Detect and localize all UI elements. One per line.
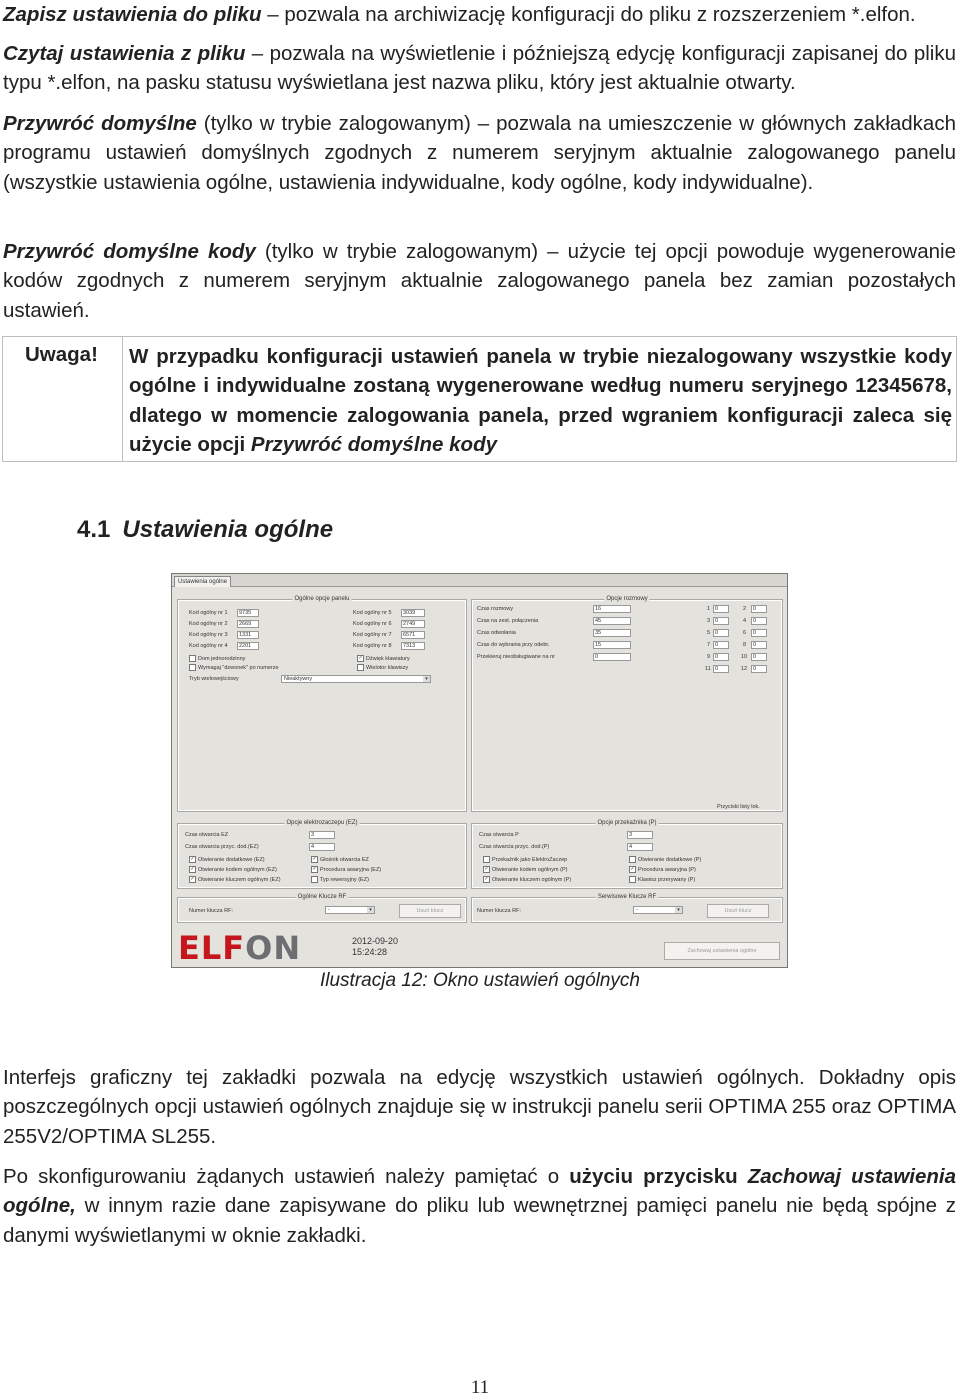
tab-bar <box>172 574 787 587</box>
checkmark-icon: ✓ <box>312 856 317 862</box>
pair-input[interactable]: 0 <box>751 641 767 649</box>
talk-label: Przekieruj nieobsługiwane na nr <box>477 654 555 660</box>
code-input[interactable]: 7313 <box>401 642 425 650</box>
talk-label: Czas rozmowy <box>477 606 514 612</box>
pair-label: 4 <box>743 618 747 624</box>
group-electric-strike <box>178 820 466 888</box>
checkbox-relay-key[interactable] <box>483 876 571 883</box>
rf-key-label: Numer klucza RF: <box>189 908 234 914</box>
warning-label: Uwaga! <box>3 337 123 461</box>
checkbox-box-icon <box>311 876 318 883</box>
group-title: Serwisowe Klucze RF <box>597 894 657 900</box>
code-label: Kod ogólny nr 7 <box>353 632 392 638</box>
rf-key-label: Numer klucza RF: <box>477 908 522 914</box>
pair-label: 7 <box>707 642 711 648</box>
code-label: Kod ogólny nr 4 <box>189 643 228 649</box>
pair-label: 2 <box>743 606 747 612</box>
paragraph-restore-codes <box>3 237 956 325</box>
save-general-settings-button[interactable]: Zachowaj ustawienia ogólne <box>664 942 780 960</box>
pair-label: 5 <box>707 630 711 636</box>
desc-restore-defaults: (tylko w trybie zalogowanym) – pozwala na umieszczenie w głównych zakładkach programu ustawień domyślnych zgodnych z numerem seryjnym aktualnie zalogowanego panelu (wszystkie ustawienia ogólne, ustawienia indywidualne, kody ogólne, kody indywidualne). <box>3 112 956 194</box>
checkbox-label: Procedura awaryjna (EZ) <box>320 866 382 873</box>
relay-input[interactable]: 3 <box>627 831 653 839</box>
reminder-rest: w innym razie dane zapisywane do pliku lub wewnętrznej pamięci panelu nie będą spójne z danymi wyświetlanymi w oknie zakładki. <box>3 1194 956 1247</box>
code-label: Kod ogólny nr 5 <box>353 610 392 616</box>
warning-note <box>2 336 957 462</box>
checkbox-label: Typ rewersyjny (EZ) <box>320 876 369 883</box>
checkbox-relay-emergency[interactable] <box>629 866 696 873</box>
code-input[interactable]: 3039 <box>401 609 425 617</box>
warning-emphasis: Przywróć domyślne kody <box>250 432 497 456</box>
checkbox-box-icon <box>357 664 364 671</box>
checkbox-require-bell[interactable] <box>189 664 279 671</box>
paragraph-save-reminder <box>3 1162 956 1250</box>
code-input[interactable]: 2749 <box>401 620 425 628</box>
section-title: Ustawienia ogólne <box>122 516 334 543</box>
talk-label: Czas na zest. połączenia <box>477 618 539 624</box>
desc-read-settings: – pozwala na wyświetlenie i późniejszą edycję konfiguracji zapisanej do pliku typu *.elfon, na pasku statusu wyświetlana jest nazwa pliku, który jest aktualnie otwarty. <box>3 42 956 95</box>
talk-input[interactable]: 15 <box>593 641 631 649</box>
checkmark-icon: ✓ <box>190 856 195 862</box>
reminder-button-name: Zachowaj ustawienia ogólne, <box>3 1165 956 1218</box>
checkmark-icon: ✓ <box>484 866 489 872</box>
remove-key-button[interactable]: Usuń klucz <box>707 904 769 918</box>
rf-key-select[interactable]: - ▾ <box>633 906 683 914</box>
pair-input[interactable]: 0 <box>751 629 767 637</box>
pair-label: 6 <box>743 630 747 636</box>
date-text: 2012-09-20 <box>352 936 399 946</box>
tab-general-settings[interactable]: Ustawienia ogólne <box>174 576 231 587</box>
checkbox-ez-reverse[interactable] <box>311 876 369 883</box>
time-text: 15:24:28 <box>352 947 388 957</box>
checkbox-relay-code[interactable] <box>483 866 568 873</box>
group-title: Opcje elektrozaczepu (EZ) <box>286 820 358 826</box>
code-label: Kod ogólny nr 6 <box>353 621 392 627</box>
rf-key-select[interactable]: - ▾ <box>325 906 375 914</box>
checkbox-label: Otwieranie dodatkowe (P) <box>638 856 702 863</box>
ez-input[interactable]: 3 <box>309 831 335 839</box>
checkbox-box-icon <box>629 876 636 883</box>
talk-label: Czas do wybrania przy odebr. <box>477 642 550 648</box>
reminder-bold: użyciu przycisku <box>569 1165 748 1188</box>
logo-part-b: ON <box>245 929 302 967</box>
checkbox-box-icon <box>189 664 196 671</box>
pair-input[interactable]: 0 <box>713 653 729 661</box>
pair-input[interactable]: 0 <box>713 665 729 673</box>
list-buttons-link[interactable]: Przyciski listy lok. <box>717 804 760 810</box>
checkbox-label: Otwieranie kodem ogólnym (P) <box>492 866 568 873</box>
paragraph-restore-defaults <box>3 109 956 197</box>
group-title: Ogólne opcje panelu <box>294 596 350 602</box>
pair-input[interactable]: 0 <box>713 617 729 625</box>
section-number: 4.1 <box>77 516 111 543</box>
checkbox-ez-extra[interactable] <box>189 856 265 863</box>
talk-label: Czas odwołania <box>477 630 516 636</box>
code-input[interactable]: 2669 <box>237 620 259 628</box>
paragraph-interface: Interfejs graficzny tej zakładki pozwala na edycję wszystkich ustawień ogólnych. Dokładny opis poszczególnych opcji ustawień ogólnych znajduje się w instrukcji panelu serii OPTIMA 255 oraz OPTIMA 255V2/OPTIMA SL255. <box>3 1066 956 1148</box>
elfon-logo <box>178 929 302 967</box>
checkbox-label: Dom jednorodzinny <box>198 655 246 662</box>
checkbox-ez-emergency[interactable] <box>311 866 381 873</box>
checkbox-keyboard-sound[interactable] <box>357 655 410 662</box>
pair-label: 1 <box>707 606 711 612</box>
settings-window-screenshot <box>171 573 788 968</box>
mode-label: Tryb wielowejściowy <box>189 676 239 682</box>
pair-input[interactable]: 0 <box>713 605 729 613</box>
checkbox-box-icon <box>629 856 636 863</box>
pair-label: 8 <box>743 642 747 648</box>
pair-input[interactable]: 0 <box>751 665 767 673</box>
pair-label: 9 <box>707 654 711 660</box>
relay-label: Czas otwarcia P <box>479 832 519 838</box>
reminder-start: Po skonfigurowaniu żądanych ustawień należy pamiętać o <box>3 1165 570 1188</box>
checkbox-label: Otwieranie dodatkowe (EZ) <box>198 856 265 863</box>
code-input[interactable]: 1331 <box>237 631 259 639</box>
checkmark-icon: ✓ <box>190 866 195 872</box>
group-service-rf-keys <box>472 894 782 922</box>
mode-select[interactable]: Nieaktywny ▾ <box>281 675 431 683</box>
ez-label: Czas otwarcia przyc. dod.(EZ) <box>185 844 259 850</box>
warning-text <box>123 337 956 461</box>
checkbox-label: Otwieranie kluczem ogólnym (EZ) <box>198 876 281 883</box>
checkmark-icon: ✓ <box>484 876 489 882</box>
warning-body: W przypadku konfiguracji ustawień panela w trybie niezalogowany wszystkie kody ogólne i indywidualne zostaną wygenerowane według numeru seryjnego 12345678, dlatego w momencie zalogowania panela, przed wgraniem konfiguracji zaleca się użycie opcji <box>129 345 952 456</box>
group-title: Ogólne Klucze RF <box>297 894 347 900</box>
talk-input[interactable]: 35 <box>593 629 631 637</box>
checkbox-multi-key[interactable] <box>357 664 408 671</box>
code-label: Kod ogólny nr 1 <box>189 610 228 616</box>
pair-input[interactable]: 0 <box>713 629 729 637</box>
checkbox-relay-extra[interactable] <box>629 856 701 863</box>
pair-input[interactable]: 0 <box>713 641 729 649</box>
pair-label: 11 <box>705 666 711 672</box>
relay-label: Czas otwarcia przyc. dod.(P) <box>479 844 550 850</box>
relay-input[interactable]: 4 <box>627 843 653 851</box>
checkbox-single-house[interactable] <box>189 655 245 662</box>
term-restore-defaults: Przywróć domyślne <box>3 112 197 135</box>
checkbox-label: Głośnik otwarcia EZ <box>320 856 369 863</box>
group-relay <box>472 820 782 888</box>
checkmark-icon: ✓ <box>630 866 635 872</box>
group-general-panel-options <box>178 596 466 811</box>
datetime-stamp <box>352 936 398 958</box>
talk-input[interactable]: 45 <box>593 617 631 625</box>
checkbox-label: Przekaźnik jako ElektroZaczep <box>492 856 568 863</box>
group-title: Opcje rozmowy <box>606 596 648 602</box>
pair-label: 3 <box>707 618 711 624</box>
checkbox-label: Klawisz przerywany (P) <box>638 876 696 883</box>
pair-label: 12 <box>741 666 748 672</box>
code-input[interactable]: 6571 <box>401 631 425 639</box>
desc-restore-codes: (tylko w trybie zalogowanym) – użycie tej opcji powoduje wygenerowanie kodów zgodnych z numerem seryjnym aktualnie zalogowanego panela bez zamian pozostałych ustawień. <box>3 240 956 322</box>
talk-input[interactable]: 16 <box>593 605 631 613</box>
checkbox-relay-as-strike[interactable] <box>483 856 567 863</box>
pair-input[interactable]: 0 <box>751 617 767 625</box>
code-input[interactable]: 2201 <box>237 642 259 650</box>
term-save-settings: Zapisz ustawienia do pliku <box>3 3 262 26</box>
desc-save-settings: – pozwala na archiwizację konfiguracji do pliku z rozszerzeniem *.elfon. <box>261 3 916 26</box>
checkmark-icon: ✓ <box>358 655 363 661</box>
checkbox-label: Otwieranie kodem ogólnym (EZ) <box>198 866 277 873</box>
term-read-settings: Czytaj ustawienia z pliku <box>3 42 246 65</box>
checkbox-ez-speaker[interactable] <box>311 856 369 863</box>
figure-caption: Ilustracja 12: Okno ustawień ogólnych <box>319 970 640 991</box>
talk-input[interactable]: 0 <box>593 653 631 661</box>
checkbox-label: Otwieranie kluczem ogólnym (P) <box>492 876 572 883</box>
group-talk-options <box>472 596 782 811</box>
checkbox-ez-code[interactable] <box>189 866 277 873</box>
checkbox-ez-key[interactable] <box>189 876 281 883</box>
pair-input[interactable]: 0 <box>751 605 767 613</box>
code-label: Kod ogólny nr 2 <box>189 621 228 627</box>
paragraph-read-settings <box>3 39 956 98</box>
pair-label: 10 <box>741 654 748 660</box>
checkbox-label: Dźwięk klawiatury <box>366 655 410 662</box>
ez-input[interactable]: 4 <box>309 843 335 851</box>
checkbox-label: Procedura awaryjna (P) <box>638 866 696 873</box>
pair-input[interactable]: 0 <box>751 653 767 661</box>
checkbox-box-icon <box>189 655 196 662</box>
code-label: Kod ogólny nr 3 <box>189 632 228 638</box>
checkbox-label: Wymagaj "dzwonek" po numerze <box>198 664 279 671</box>
paragraph-save-settings <box>3 0 956 29</box>
checkbox-label: Wielotor klawiszy <box>366 664 409 671</box>
code-label: Kod ogólny nr 8 <box>353 643 392 649</box>
term-restore-codes: Przywróć domyślne kody <box>3 240 256 263</box>
logo-part-a: ELF <box>178 929 246 967</box>
remove-key-button[interactable]: Usuń klucz <box>399 904 461 918</box>
group-general-rf-keys <box>178 894 466 922</box>
checkmark-icon: ✓ <box>312 866 317 872</box>
group-title: Opcje przekaźnika (P) <box>597 820 657 826</box>
ez-label: Czas otwarcia EZ <box>185 832 229 838</box>
checkbox-box-icon <box>483 856 490 863</box>
section-heading <box>77 516 333 544</box>
code-input[interactable]: 9735 <box>237 609 259 617</box>
checkmark-icon: ✓ <box>190 876 195 882</box>
page-number: 11 <box>470 1377 490 1398</box>
checkbox-relay-interrupted[interactable] <box>629 876 695 883</box>
